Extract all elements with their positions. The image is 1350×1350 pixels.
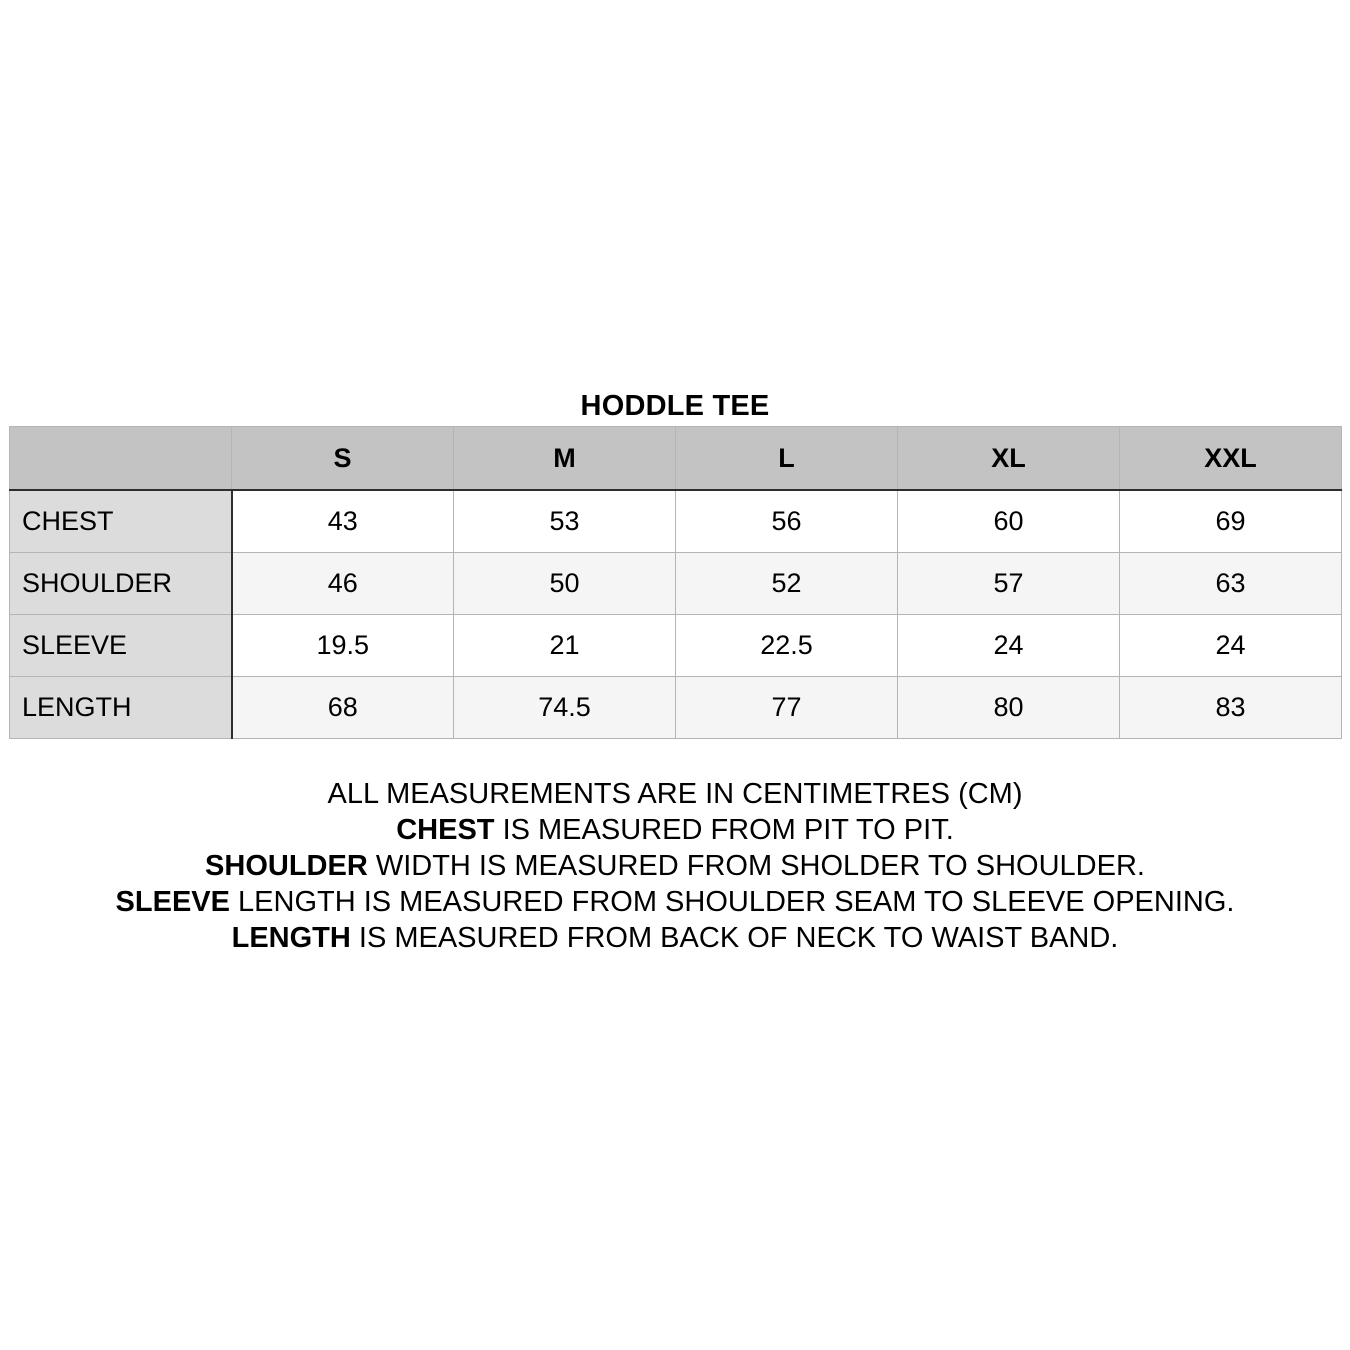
length-note [0, 920, 1350, 956]
table-row-sleeve [10, 615, 1342, 677]
measurement-notes [0, 776, 1350, 956]
header-row [10, 427, 1342, 491]
table-cell: 63 [1120, 553, 1342, 615]
table-cell: 50 [454, 553, 676, 615]
row-label-length: LENGTH [10, 677, 232, 739]
units-note: ALL MEASUREMENTS ARE IN CENTIMETRES (CM) [327, 778, 1023, 810]
chest-text: IS MEASURED FROM PIT TO PIT. [494, 814, 954, 846]
header-size-l: L [676, 427, 898, 491]
table-row-length [10, 677, 1342, 739]
table-cell: 19.5 [232, 615, 454, 677]
length-term: LENGTH [231, 922, 351, 954]
table-cell: 77 [676, 677, 898, 739]
table-cell: 53 [454, 490, 676, 553]
shoulder-term: SHOULDER [205, 850, 368, 882]
table-cell: 60 [898, 490, 1120, 553]
header-size-xl: XL [898, 427, 1120, 491]
table-cell: 68 [232, 677, 454, 739]
table-cell: 43 [232, 490, 454, 553]
header-size-s: S [232, 427, 454, 491]
header-size-m: M [454, 427, 676, 491]
page-title: HODDLE TEE [580, 390, 770, 422]
shoulder-text: WIDTH IS MEASURED FROM SHOLDER TO SHOULDER. [367, 850, 1145, 882]
size-chart-table [9, 426, 1342, 739]
table-cell: 83 [1120, 677, 1342, 739]
row-label-chest: CHEST [10, 490, 232, 553]
sleeve-note [0, 884, 1350, 920]
table-cell: 56 [676, 490, 898, 553]
table-cell: 21 [454, 615, 676, 677]
table-cell: 69 [1120, 490, 1342, 553]
table-cell: 24 [1120, 615, 1342, 677]
table-row-shoulder [10, 553, 1342, 615]
table-cell: 46 [232, 553, 454, 615]
table-cell: 80 [898, 677, 1120, 739]
chest-term: CHEST [396, 814, 495, 846]
sleeve-text: LENGTH IS MEASURED FROM SHOULDER SEAM TO SLEEVE OPENING. [229, 886, 1235, 918]
table-cell: 22.5 [676, 615, 898, 677]
shoulder-note [0, 848, 1350, 884]
table-cell: 57 [898, 553, 1120, 615]
table-row-chest [10, 490, 1342, 553]
chest-note [0, 812, 1350, 848]
row-label-sleeve: SLEEVE [10, 615, 232, 677]
table-cell: 74.5 [454, 677, 676, 739]
header-size-xxl: XXL [1120, 427, 1342, 491]
header-corner-cell [10, 427, 232, 491]
table-cell: 24 [898, 615, 1120, 677]
row-label-shoulder: SHOULDER [10, 553, 232, 615]
table-cell: 52 [676, 553, 898, 615]
length-text: IS MEASURED FROM BACK OF NECK TO WAIST BAND. [350, 922, 1119, 954]
sleeve-term: SLEEVE [115, 886, 230, 918]
